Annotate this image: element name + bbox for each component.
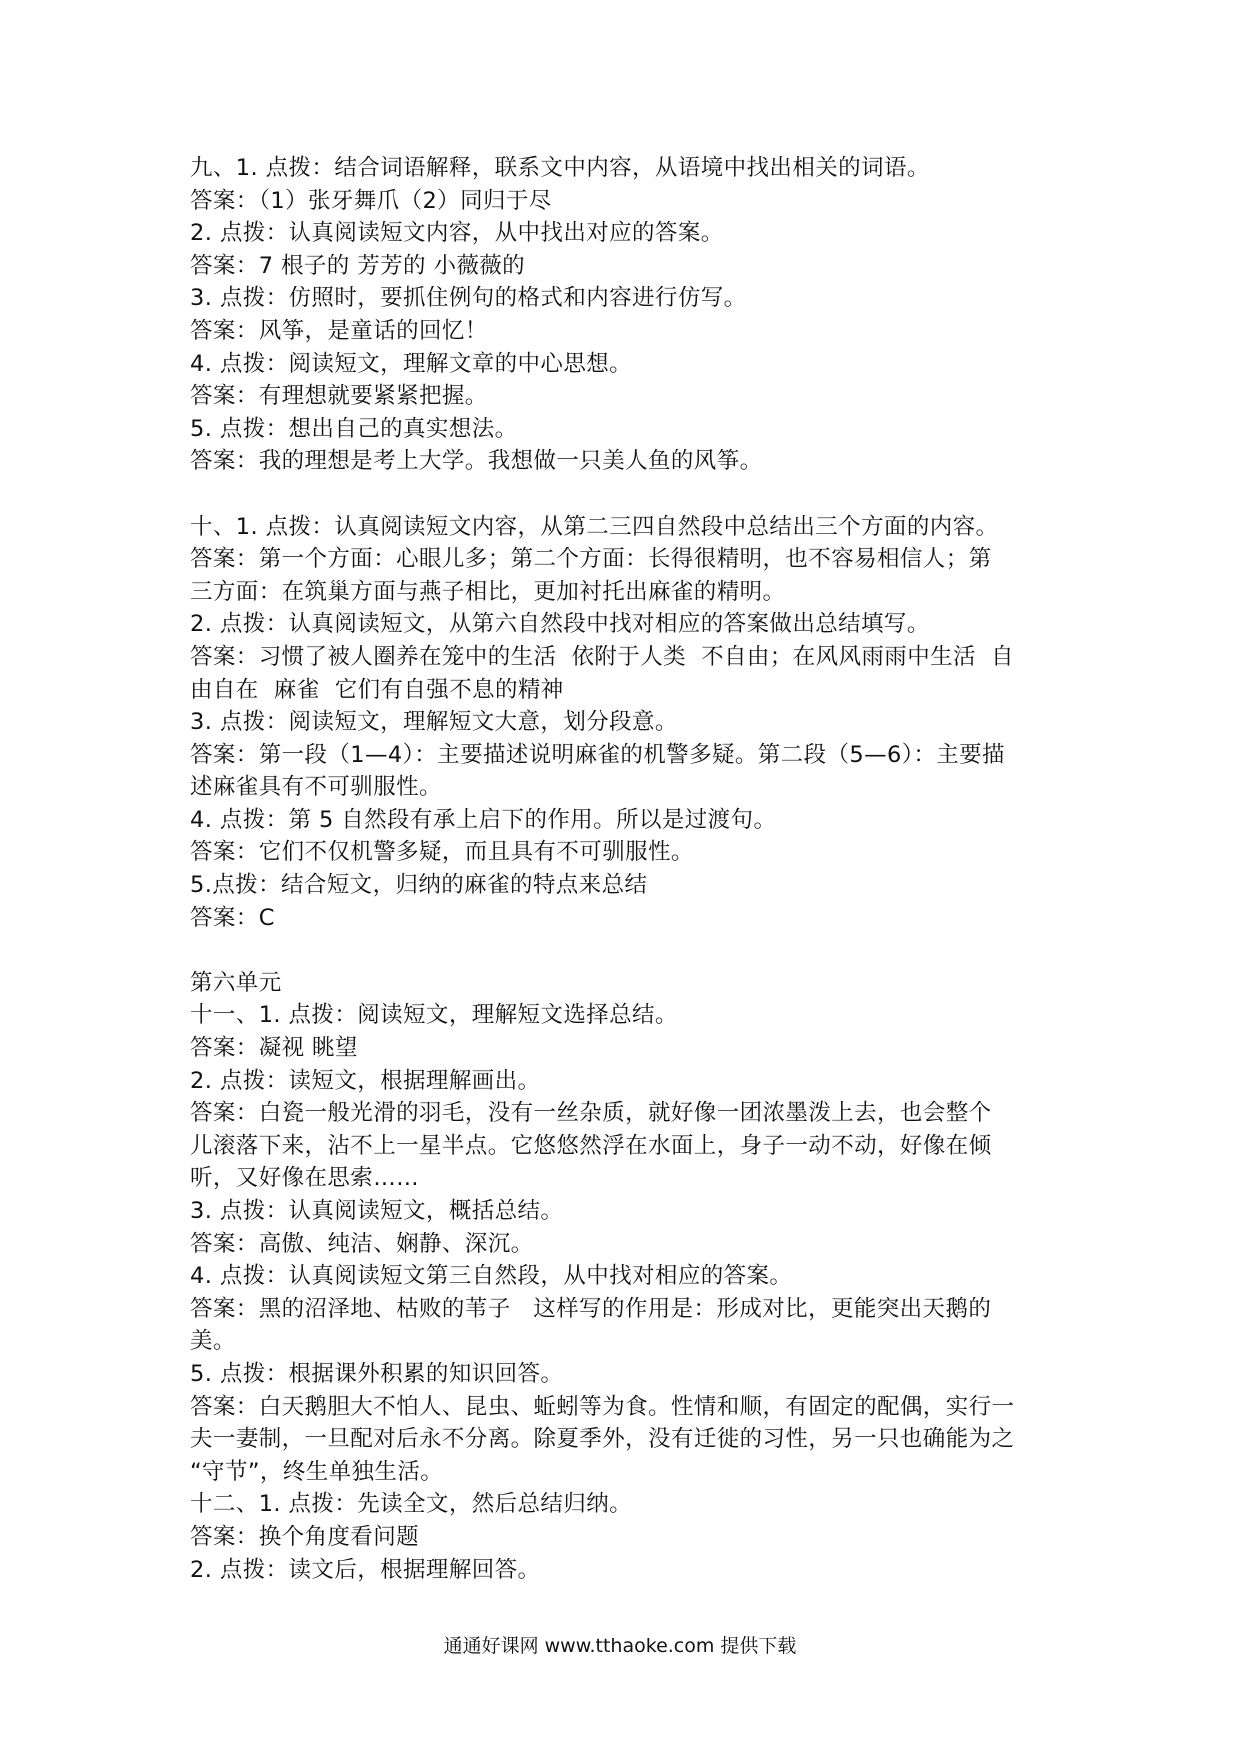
text-line: 3. 点拨：阅读短文，理解短文大意，划分段意。: [190, 709, 678, 736]
text-line: 答案：第一个方面：心眼儿多；第二个方面：长得很精明，也不容易相信人；第: [190, 546, 992, 573]
text-line: 答案：高傲、纯洁、娴静、深沉。: [190, 1230, 534, 1257]
text-line: 4. 点拨：阅读短文，理解文章的中心思想。: [190, 350, 633, 377]
text-line: 第六单元: [190, 969, 282, 996]
text-line: 4. 点拨：认真阅读短文第三自然段，从中找对相应的答案。: [190, 1263, 793, 1290]
text-line: 十二、1. 点拨：先读全文，然后总结归纳。: [190, 1491, 633, 1518]
text-line: 3. 点拨：认真阅读短文，概括总结。: [190, 1198, 564, 1224]
text-line: 答案：白瓷一般光滑的羽毛，没有一丝杂质，就好像一团浓墨泼上去，也会整个: [190, 1100, 992, 1127]
text-line: 答案：白天鹅胆大不怕人、昆虫、蚯蚓等为食。性情和顺，有固定的配偶，实行一: [190, 1393, 1015, 1420]
text-line: 十一、1. 点拨：阅读短文，理解短文选择总结。: [190, 1002, 678, 1029]
answer-content: [190, 152, 1058, 1586]
text-line: 美。: [190, 1328, 236, 1355]
text-line: 2. 点拨：读文后，根据理解回答。: [190, 1556, 541, 1583]
text-line: 答案：C: [190, 904, 275, 931]
text-line: 十、1. 点拨：认真阅读短文内容，从第二三四自然段中总结出三个方面的内容。: [190, 513, 999, 540]
text-line: 答案：第一段（1—4）：主要描述说明麻雀的机警多疑。第二段（5—6）：主要描: [190, 741, 1005, 768]
blank-line: [190, 934, 1058, 967]
text-line: 答案：它们不仅机警多疑，而且具有不可驯服性。: [190, 839, 694, 866]
text-line: 3. 点拨：仿照时，要抓住例句的格式和内容进行仿写。: [190, 285, 747, 312]
text-line: 5. 点拨：根据课外积累的知识回答。: [190, 1360, 564, 1387]
text-line: 答案：有理想就要紧紧把握。: [190, 383, 488, 410]
text-line: 2. 点拨：认真阅读短文，从第六自然段中找对相应的答案做出总结填写。: [190, 611, 930, 638]
text-line: 答案：凝视 眺望: [190, 1035, 358, 1062]
text-line: 2. 点拨：读短文，根据理解画出。: [190, 1067, 541, 1094]
text-line: 答案：7 根子的 芳芳的 小薇薇的: [190, 252, 526, 279]
text-line: 由自在 麻雀 它们有自强不息的精神: [190, 676, 564, 703]
text-line: 5.点拨：结合短文，归纳的麻雀的特点来总结: [190, 872, 648, 899]
text-line: 答案：习惯了被人圈养在笼中的生活 依附于人类 不自由；在风风雨雨中生活 自: [190, 643, 1014, 670]
text-line: 夫一妻制，一旦配对后永不分离。除夏季外，没有迁徙的习性，另一只也确能为之: [190, 1426, 1015, 1453]
text-line: 4. 点拨：第 5 自然段有承上启下的作用。所以是过渡句。: [190, 806, 777, 833]
text-line: 九、1. 点拨：结合词语解释，联系文中内容，从语境中找出相关的词语。: [190, 155, 930, 181]
text-line: 答案：换个角度看问题: [190, 1523, 420, 1550]
text-line: 2. 点拨：认真阅读短文内容，从中找出对应的答案。: [190, 220, 724, 247]
text-line: 儿滚落下来，沾不上一星半点。它悠悠然浮在水面上，身子一动不动，好像在倾: [190, 1132, 992, 1159]
text-line: 述麻雀具有不可驯服性。: [190, 774, 442, 801]
text-line: 5. 点拨：想出自己的真实想法。: [190, 415, 518, 442]
text-line: 三方面：在筑巢方面与燕子相比，更加衬托出麻雀的精明。: [190, 578, 786, 605]
text-line: 答案：（1）张牙舞爪（2）同归于尽: [190, 187, 552, 214]
page-footer: 通通好课网 www.tthaoke.com 提供下载: [443, 1635, 797, 1657]
text-line: 听，又好像在思索……: [190, 1165, 420, 1192]
text-line: 答案：黑的沼泽地、枯败的苇子 这样写的作用是：形成对比，更能突出天鹅的: [190, 1295, 992, 1322]
text-line: 答案：我的理想是考上大学。我想做一只美人鱼的风筝。: [190, 448, 763, 475]
text-line: 答案：风筝，是童话的回忆！: [190, 317, 488, 344]
text-line: “守节”，终生单独生活。: [190, 1458, 444, 1485]
blank-line: [190, 478, 1058, 511]
